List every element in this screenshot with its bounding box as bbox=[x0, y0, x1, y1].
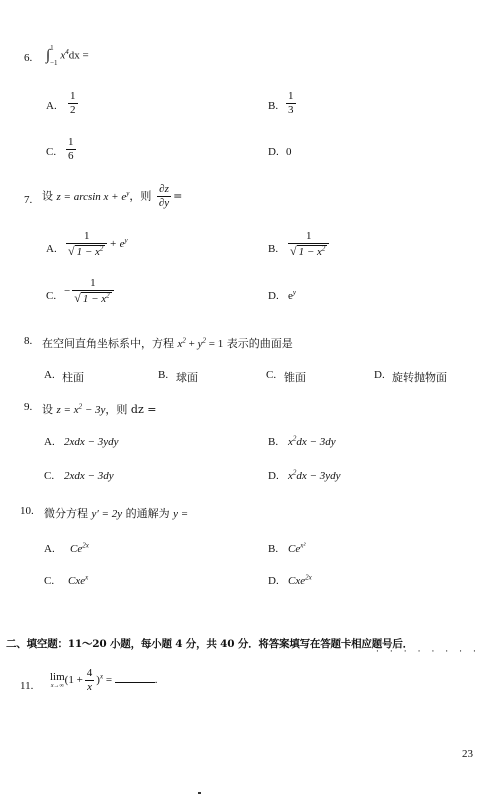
q9-stem bbox=[42, 401, 156, 417]
q10-text-c: y = bbox=[173, 508, 189, 520]
q9-expr-b: − 3y bbox=[84, 404, 106, 416]
q9-b-pre: x bbox=[288, 436, 293, 448]
q8-option-a[interactable]: 柱面 bbox=[62, 371, 84, 384]
q10-a-exp: 2x bbox=[82, 541, 89, 550]
q6-integrand-exp: 4 bbox=[65, 47, 69, 56]
q9-d-post: dx − 3ydy bbox=[296, 470, 341, 482]
q11-end: . bbox=[154, 674, 158, 687]
q9-expr-exp: 2 bbox=[78, 402, 83, 411]
q8-option-d-letter: D. bbox=[374, 369, 385, 381]
q6-option-d[interactable]: 0 bbox=[286, 146, 292, 158]
q6-option-c[interactable] bbox=[64, 137, 78, 162]
q9-then: ，则 dz = bbox=[105, 403, 157, 416]
q7-option-c[interactable] bbox=[64, 278, 116, 305]
q11-number: 11. bbox=[20, 680, 34, 692]
q9-option-a-letter: A. bbox=[44, 436, 55, 448]
q8-eq-y-exp: 2 bbox=[202, 336, 206, 345]
q10-option-c[interactable] bbox=[68, 575, 88, 587]
q8-text-a: 在空间直角坐标系中，方程 bbox=[42, 337, 174, 350]
q6-option-a-letter: A. bbox=[46, 100, 57, 112]
q11-answer-blank[interactable] bbox=[115, 674, 155, 683]
q9-option-c-letter: C. bbox=[44, 470, 55, 482]
q7-b-num: 1 bbox=[305, 230, 312, 242]
q9-option-a[interactable]: 2xdx − 3ydy bbox=[64, 436, 119, 448]
q6-b-den: 3 bbox=[288, 103, 294, 116]
q8-eq-y: y bbox=[197, 338, 203, 350]
q11-close: ) bbox=[96, 674, 100, 687]
sqrt-icon: √ bbox=[290, 243, 297, 258]
q7-b-rad-exp: 2 bbox=[321, 243, 326, 252]
q10-eq: y′ = 2y bbox=[91, 508, 123, 520]
q7-b-rad: 1 − x bbox=[298, 245, 322, 258]
q11-eq: = bbox=[105, 674, 113, 687]
q10-c-exp: x bbox=[85, 573, 89, 582]
q8-option-c[interactable]: 锥面 bbox=[284, 371, 306, 384]
q9-number: 9. bbox=[24, 401, 33, 413]
q7-number: 7. bbox=[24, 194, 33, 206]
q8-option-a-letter: A. bbox=[44, 369, 55, 381]
q9-d-exp: 2 bbox=[292, 468, 297, 477]
q6-c-num: 1 bbox=[68, 136, 74, 148]
q10-option-a-letter: A. bbox=[44, 543, 55, 555]
q11-frac-num: 4 bbox=[86, 667, 93, 679]
q6-a-den: 2 bbox=[70, 103, 76, 116]
q10-option-d[interactable] bbox=[288, 575, 312, 587]
q9-b-post: dx − 3dy bbox=[296, 436, 336, 448]
q11-lim: lim bbox=[50, 671, 65, 684]
q6-a-num: 1 bbox=[70, 90, 76, 102]
q7-a-tail: + e bbox=[109, 238, 125, 251]
q7-option-d-letter: D. bbox=[268, 290, 279, 302]
q6-option-a[interactable] bbox=[66, 91, 80, 116]
q7-d-exp: y bbox=[292, 288, 296, 297]
q8-option-d[interactable]: 旋转抛物面 bbox=[392, 371, 447, 384]
q6-differential: dx = bbox=[68, 49, 89, 62]
q6-stem bbox=[46, 45, 89, 67]
q6-c-den: 6 bbox=[68, 149, 74, 162]
q11-exp: x bbox=[99, 672, 104, 681]
q7-c-rad-exp: 2 bbox=[106, 290, 110, 299]
q6-lower-limit: −1 bbox=[50, 59, 58, 67]
q11-open: (1 + bbox=[64, 674, 83, 687]
q7-option-b-letter: B. bbox=[268, 243, 279, 255]
q7-expr: z = arcsin x + e bbox=[56, 190, 127, 203]
q7-a-rad-exp: 2 bbox=[99, 243, 104, 252]
sqrt-icon: √ bbox=[74, 290, 81, 305]
q10-d-exp: 2x bbox=[305, 573, 312, 582]
q8-eq-rhs: = 1 bbox=[208, 338, 224, 350]
q6-option-d-letter: D. bbox=[268, 146, 279, 158]
q8-eq-plus: + bbox=[188, 338, 195, 350]
q6-number: 6. bbox=[24, 52, 33, 64]
q8-option-b-letter: B. bbox=[158, 369, 169, 381]
q10-option-b-letter: B. bbox=[268, 543, 279, 555]
q7-option-d[interactable] bbox=[288, 290, 296, 302]
q6-upper-limit: 1 bbox=[50, 44, 54, 52]
q11-frac-den: x bbox=[87, 680, 92, 693]
q10-option-a[interactable] bbox=[70, 543, 89, 555]
q10-option-b[interactable] bbox=[288, 543, 305, 555]
q8-text-b: 表示的曲面是 bbox=[226, 337, 293, 350]
q7-a-tail-exp: y bbox=[124, 236, 128, 245]
q8-eq-x: x bbox=[177, 338, 183, 350]
q6-option-b-letter: B. bbox=[268, 100, 279, 112]
q7-pd-num: ∂z bbox=[159, 183, 169, 195]
q7-c-sign: − bbox=[64, 285, 71, 298]
q7-expr-exp: y bbox=[126, 188, 130, 197]
q8-stem bbox=[42, 335, 293, 351]
q11-lim-sub: x→∞ bbox=[50, 683, 64, 690]
q7-option-c-letter: C. bbox=[46, 290, 57, 302]
q7-a-num: 1 bbox=[83, 230, 90, 242]
q7-pd-den: ∂y bbox=[158, 196, 170, 209]
integral-sign: ∫ bbox=[46, 47, 51, 64]
q11-expression bbox=[50, 668, 158, 693]
q10-d-base: Cxe bbox=[288, 575, 306, 587]
q10-text-a: 微分方程 bbox=[44, 507, 88, 520]
q7-option-b[interactable] bbox=[286, 231, 331, 258]
q8-eq-x-exp: 2 bbox=[182, 336, 186, 345]
q9-option-d[interactable] bbox=[288, 470, 340, 482]
q10-option-c-letter: C. bbox=[44, 575, 55, 587]
q7-prefix: 设 bbox=[42, 189, 53, 203]
q6-b-num: 1 bbox=[288, 90, 294, 102]
q7-option-a[interactable] bbox=[64, 231, 128, 258]
q8-option-b[interactable]: 球面 bbox=[176, 371, 198, 384]
scan-mark bbox=[198, 792, 201, 794]
q7-d-value: e bbox=[288, 290, 293, 302]
section2-title: 二、填空题：11～20 小题，每小题 4 分，共 40 分．将答案填写在答题卡相应题号后． bbox=[6, 638, 413, 650]
q10-b-base: Ce bbox=[288, 543, 301, 555]
q9-d-pre: x bbox=[288, 470, 293, 482]
q10-c-base: Cxe bbox=[68, 575, 86, 587]
q7-a-rad: 1 − x bbox=[76, 245, 100, 258]
q7-pd-eq: = bbox=[173, 189, 183, 203]
q9-option-d-letter: D. bbox=[268, 470, 279, 482]
q9-option-c[interactable]: 2xdx − 3dy bbox=[64, 470, 114, 482]
q8-option-c-letter: C. bbox=[266, 369, 277, 381]
sqrt-icon: √ bbox=[68, 243, 75, 258]
q7-c-rad: 1 − x bbox=[82, 292, 107, 305]
q6-option-b[interactable] bbox=[284, 91, 298, 116]
q10-a-base: Ce bbox=[70, 543, 83, 555]
q7-then: ，则 bbox=[129, 189, 152, 203]
q7-c-num: 1 bbox=[90, 277, 96, 289]
q10-number: 10. bbox=[20, 505, 34, 517]
section2-emphasis-dots: ········ bbox=[376, 647, 487, 657]
q10-b-exp: x² bbox=[300, 541, 306, 550]
q9-expr-a: z = x bbox=[56, 404, 79, 416]
q6-integrand: x bbox=[60, 49, 66, 62]
page-number: 23 bbox=[462, 748, 473, 760]
q9-option-b-letter: B. bbox=[268, 436, 279, 448]
q9-option-b[interactable] bbox=[288, 436, 336, 448]
q10-stem bbox=[44, 505, 188, 521]
q7-option-a-letter: A. bbox=[46, 243, 57, 255]
q8-number: 8. bbox=[24, 335, 33, 347]
q9-prefix: 设 bbox=[42, 403, 53, 416]
q7-stem bbox=[42, 184, 182, 209]
q6-option-c-letter: C. bbox=[46, 146, 57, 158]
q9-b-exp: 2 bbox=[292, 434, 297, 443]
q10-text-b: 的通解为 bbox=[125, 507, 170, 520]
q10-option-d-letter: D. bbox=[268, 575, 279, 587]
